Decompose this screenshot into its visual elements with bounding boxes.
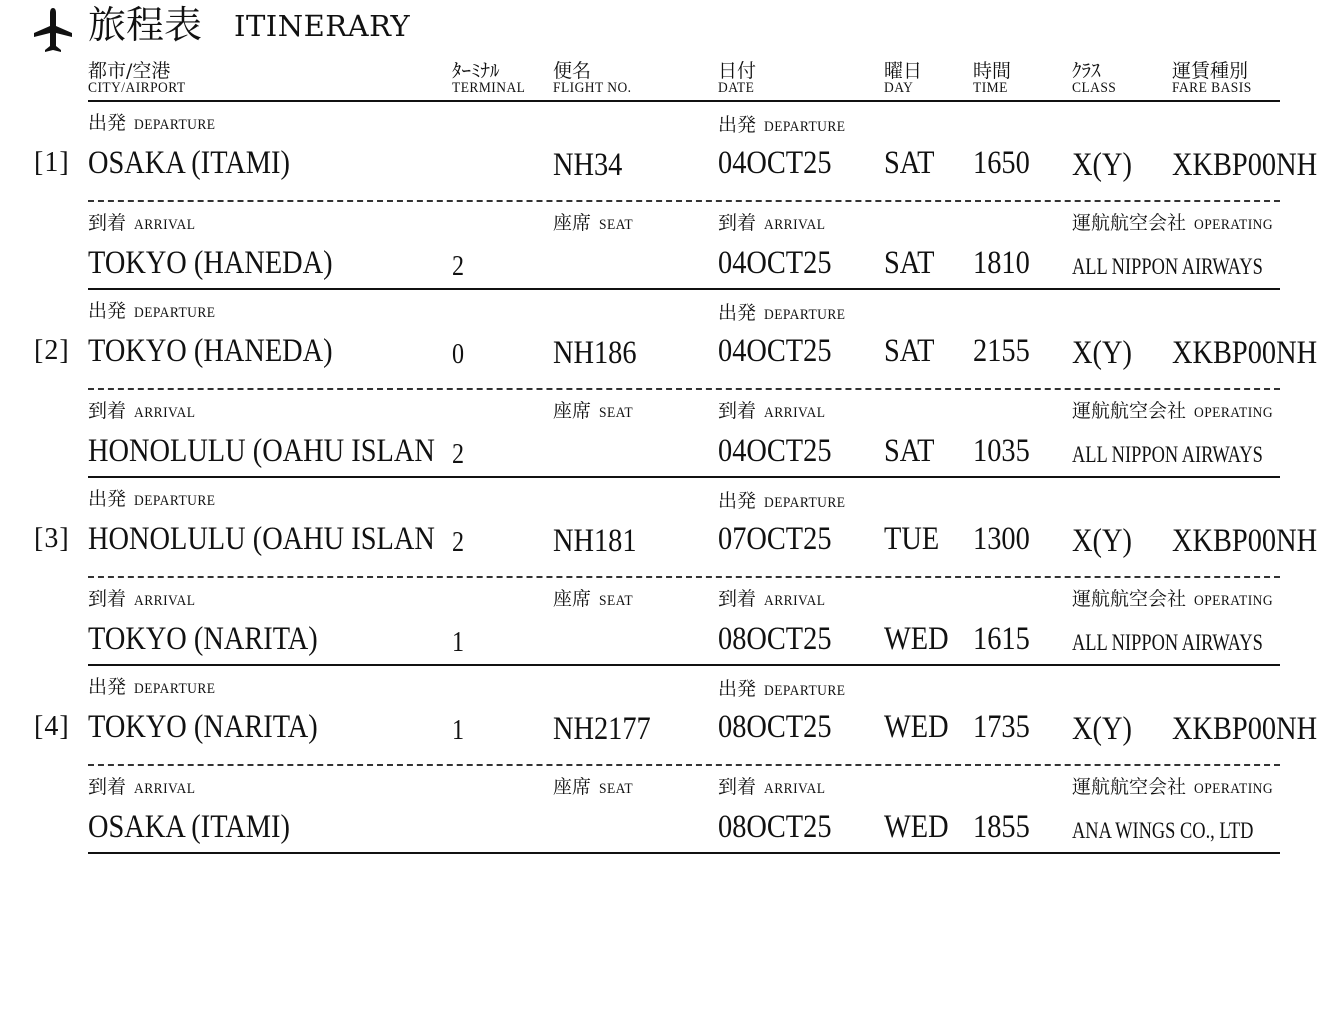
arrival-time: 1855 xyxy=(973,809,1030,845)
departure-time: 2155 xyxy=(973,333,1030,369)
arrival-date-label-ja: 到着 xyxy=(718,588,757,610)
departure-date-label-en: DEPARTURE xyxy=(764,683,846,699)
departure-date-label xyxy=(718,110,855,137)
arrival-date-label-en: ARRIVAL xyxy=(764,593,826,609)
arrival-day: WED xyxy=(884,621,949,657)
column-header-date: 日付 xyxy=(718,60,757,82)
column-header-fare-basis-en: FARE BASIS xyxy=(1172,80,1252,96)
departure-time: 1735 xyxy=(973,709,1030,745)
departure-date-label-ja: 出発 xyxy=(718,490,757,512)
arrival-date-label xyxy=(718,396,832,423)
operating-carrier-label xyxy=(1072,396,1282,423)
departure-terminal-notice xyxy=(90,0,796,1)
departure-label-en: DEPARTURE xyxy=(134,117,216,133)
arrival-label-en: ARRIVAL xyxy=(134,217,196,233)
segment-bottom-rule xyxy=(88,288,1280,290)
departure-date: 08OCT25 xyxy=(718,709,832,745)
departure-label xyxy=(88,484,225,511)
arrival-terminal: 2 xyxy=(452,251,465,282)
segment-dashed-separator xyxy=(88,764,1280,766)
column-header-date-en: DATE xyxy=(718,80,755,96)
arrival-time: 1810 xyxy=(973,245,1030,281)
segment-dashed-separator xyxy=(88,388,1280,390)
departure-label xyxy=(88,296,225,323)
operating-carrier-label-en: OPERATING xyxy=(1194,781,1274,797)
departure-label-ja: 出発 xyxy=(88,112,127,134)
fare-basis: XKBP00NH xyxy=(1172,335,1317,371)
booking-class: X(Y) xyxy=(1072,523,1132,559)
departure-city: OSAKA (ITAMI) xyxy=(88,145,290,181)
arrival-city: TOKYO (NARITA) xyxy=(88,621,318,657)
departure-date-label-ja: 出発 xyxy=(718,678,757,700)
departure-city: TOKYO (HANEDA) xyxy=(88,333,333,369)
arrival-day: WED xyxy=(884,809,949,845)
arrival-label-en: ARRIVAL xyxy=(134,405,196,421)
arrival-day: SAT xyxy=(884,245,935,281)
arrival-label xyxy=(88,396,202,423)
departure-date-label xyxy=(718,674,855,701)
arrival-date: 04OCT25 xyxy=(718,245,832,281)
seat-label-ja: 座席 xyxy=(553,212,592,234)
arrival-date-label xyxy=(718,584,832,611)
column-header-city-en: CITY/AIRPORT xyxy=(88,80,186,96)
column-header-day-en: DAY xyxy=(884,80,914,96)
departure-day: SAT xyxy=(884,333,935,369)
arrival-label xyxy=(88,208,202,235)
operating-carrier-label xyxy=(1072,584,1282,611)
arrival-date: 04OCT25 xyxy=(718,433,832,469)
segment-dashed-separator xyxy=(88,576,1280,578)
arrival-label-en: ARRIVAL xyxy=(134,593,196,609)
seat-label xyxy=(553,584,637,611)
operating-carrier: ALL NIPPON AIRWAYS xyxy=(1072,254,1263,279)
seat-label xyxy=(553,208,637,235)
arrival-label xyxy=(88,584,202,611)
arrival-date: 08OCT25 xyxy=(718,621,832,657)
airplane-icon xyxy=(32,6,74,54)
segment-number: [2] xyxy=(34,335,70,366)
departure-day: TUE xyxy=(884,521,940,557)
segment-bottom-rule xyxy=(88,476,1280,478)
operating-carrier-label-en: OPERATING xyxy=(1194,593,1274,609)
flight-number: NH181 xyxy=(553,523,637,559)
operating-carrier: ALL NIPPON AIRWAYS xyxy=(1072,630,1263,655)
seat-label xyxy=(553,772,637,799)
header-rule xyxy=(88,100,1280,102)
operating-carrier-label-en: OPERATING xyxy=(1194,405,1274,421)
arrival-label-en: ARRIVAL xyxy=(134,781,196,797)
departure-date-label-ja: 出発 xyxy=(718,302,757,324)
departure-label-en: DEPARTURE xyxy=(134,493,216,509)
booking-class: X(Y) xyxy=(1072,335,1132,371)
column-header-class: ｸﾗｽ xyxy=(1072,60,1101,82)
departure-terminal: 2 xyxy=(452,527,465,558)
fare-basis: XKBP00NH xyxy=(1172,711,1317,747)
arrival-label-ja: 到着 xyxy=(88,212,127,234)
arrival-date-label-ja: 到着 xyxy=(718,776,757,798)
departure-terminal: 0 xyxy=(452,339,465,370)
column-header-terminal: ﾀｰﾐﾅﾙ xyxy=(452,60,500,82)
arrival-label xyxy=(88,772,202,799)
fare-basis: XKBP00NH xyxy=(1172,147,1317,183)
departure-date-label xyxy=(718,298,855,325)
departure-city: HONOLULU (OAHU ISLAN xyxy=(88,521,435,557)
arrival-city: TOKYO (HANEDA) xyxy=(88,245,333,281)
departure-day: WED xyxy=(884,709,949,745)
arrival-time: 1615 xyxy=(973,621,1030,657)
arrival-date-label-ja: 到着 xyxy=(718,212,757,234)
seat-label-ja: 座席 xyxy=(553,588,592,610)
departure-label-ja: 出発 xyxy=(88,676,127,698)
operating-carrier-label xyxy=(1072,772,1282,799)
column-header-time-en: TIME xyxy=(973,80,1008,96)
arrival-day: SAT xyxy=(884,433,935,469)
operating-carrier-label-ja: 運航航空会社 xyxy=(1072,400,1187,422)
departure-date-label xyxy=(718,486,855,513)
seat-label-en: SEAT xyxy=(599,405,634,421)
departure-label-en: DEPARTURE xyxy=(134,305,216,321)
seat-label-ja: 座席 xyxy=(553,400,592,422)
departure-label xyxy=(88,672,225,699)
operating-carrier: ALL NIPPON AIRWAYS xyxy=(1072,442,1263,467)
flight-number: NH186 xyxy=(553,335,637,371)
arrival-time: 1035 xyxy=(973,433,1030,469)
seat-label-en: SEAT xyxy=(599,781,634,797)
departure-date-label-ja: 出発 xyxy=(718,114,757,136)
departure-date: 07OCT25 xyxy=(718,521,832,557)
departure-date: 04OCT25 xyxy=(718,145,832,181)
seat-label-en: SEAT xyxy=(599,217,634,233)
departure-city: TOKYO (NARITA) xyxy=(88,709,318,745)
departure-date-label-en: DEPARTURE xyxy=(764,495,846,511)
arrival-city: HONOLULU (OAHU ISLAN xyxy=(88,433,435,469)
segment-dashed-separator xyxy=(88,200,1280,202)
departure-day: SAT xyxy=(884,145,935,181)
seat-label-en: SEAT xyxy=(599,593,634,609)
arrival-label-ja: 到着 xyxy=(88,400,127,422)
arrival-terminal: 2 xyxy=(452,439,465,470)
departure-time: 1650 xyxy=(973,145,1030,181)
booking-class: X(Y) xyxy=(1072,711,1132,747)
page-title-ja: 旅程表 xyxy=(88,3,203,47)
column-header-terminal-en: TERMINAL xyxy=(452,80,526,96)
arrival-date-label-en: ARRIVAL xyxy=(764,781,826,797)
departure-label-en: DEPARTURE xyxy=(134,681,216,697)
arrival-date-label xyxy=(718,208,832,235)
arrival-label-ja: 到着 xyxy=(88,776,127,798)
operating-carrier: ANA WINGS CO., LTD xyxy=(1072,818,1254,843)
departure-label xyxy=(88,108,225,135)
departure-date-label-en: DEPARTURE xyxy=(764,119,846,135)
column-header-time: 時間 xyxy=(973,60,1012,82)
operating-carrier-label-ja: 運航航空会社 xyxy=(1072,212,1187,234)
arrival-city: OSAKA (ITAMI) xyxy=(88,809,290,845)
arrival-date-label-en: ARRIVAL xyxy=(764,405,826,421)
operating-carrier-label-en: OPERATING xyxy=(1194,217,1274,233)
flight-number: NH2177 xyxy=(553,711,651,747)
column-header-city: 都市/空港 xyxy=(88,60,171,82)
fare-basis: XKBP00NH xyxy=(1172,523,1317,559)
column-header-flight: 便名 xyxy=(553,60,592,82)
seat-label xyxy=(553,396,637,423)
departure-terminal: 1 xyxy=(452,715,465,746)
operating-carrier-label-ja: 運航航空会社 xyxy=(1072,776,1187,798)
booking-class: X(Y) xyxy=(1072,147,1132,183)
operating-carrier-label xyxy=(1072,208,1282,235)
departure-date-label-en: DEPARTURE xyxy=(764,307,846,323)
segment-number: [1] xyxy=(34,147,70,178)
departure-label-ja: 出発 xyxy=(88,488,127,510)
arrival-date-label xyxy=(718,772,832,799)
column-header-day: 曜日 xyxy=(884,60,923,82)
segment-number: [4] xyxy=(34,711,70,742)
arrival-date-label-en: ARRIVAL xyxy=(764,217,826,233)
departure-label-ja: 出発 xyxy=(88,300,127,322)
page-title-en: ITINERARY xyxy=(234,9,411,43)
seat-label-ja: 座席 xyxy=(553,776,592,798)
flight-number: NH34 xyxy=(553,147,623,183)
arrival-date: 08OCT25 xyxy=(718,809,832,845)
arrival-terminal: 1 xyxy=(452,627,465,658)
column-header-flight-en: FLIGHT NO. xyxy=(553,80,632,96)
segment-number: [3] xyxy=(34,523,70,554)
departure-time: 1300 xyxy=(973,521,1030,557)
column-header-class-en: CLASS xyxy=(1072,80,1117,96)
arrival-label-ja: 到着 xyxy=(88,588,127,610)
segment-bottom-rule xyxy=(88,664,1280,666)
arrival-date-label-ja: 到着 xyxy=(718,400,757,422)
operating-carrier-label-ja: 運航航空会社 xyxy=(1072,588,1187,610)
departure-date: 04OCT25 xyxy=(718,333,832,369)
column-header-fare-basis: 運賃種別 xyxy=(1172,60,1249,82)
segment-bottom-rule xyxy=(88,852,1280,854)
